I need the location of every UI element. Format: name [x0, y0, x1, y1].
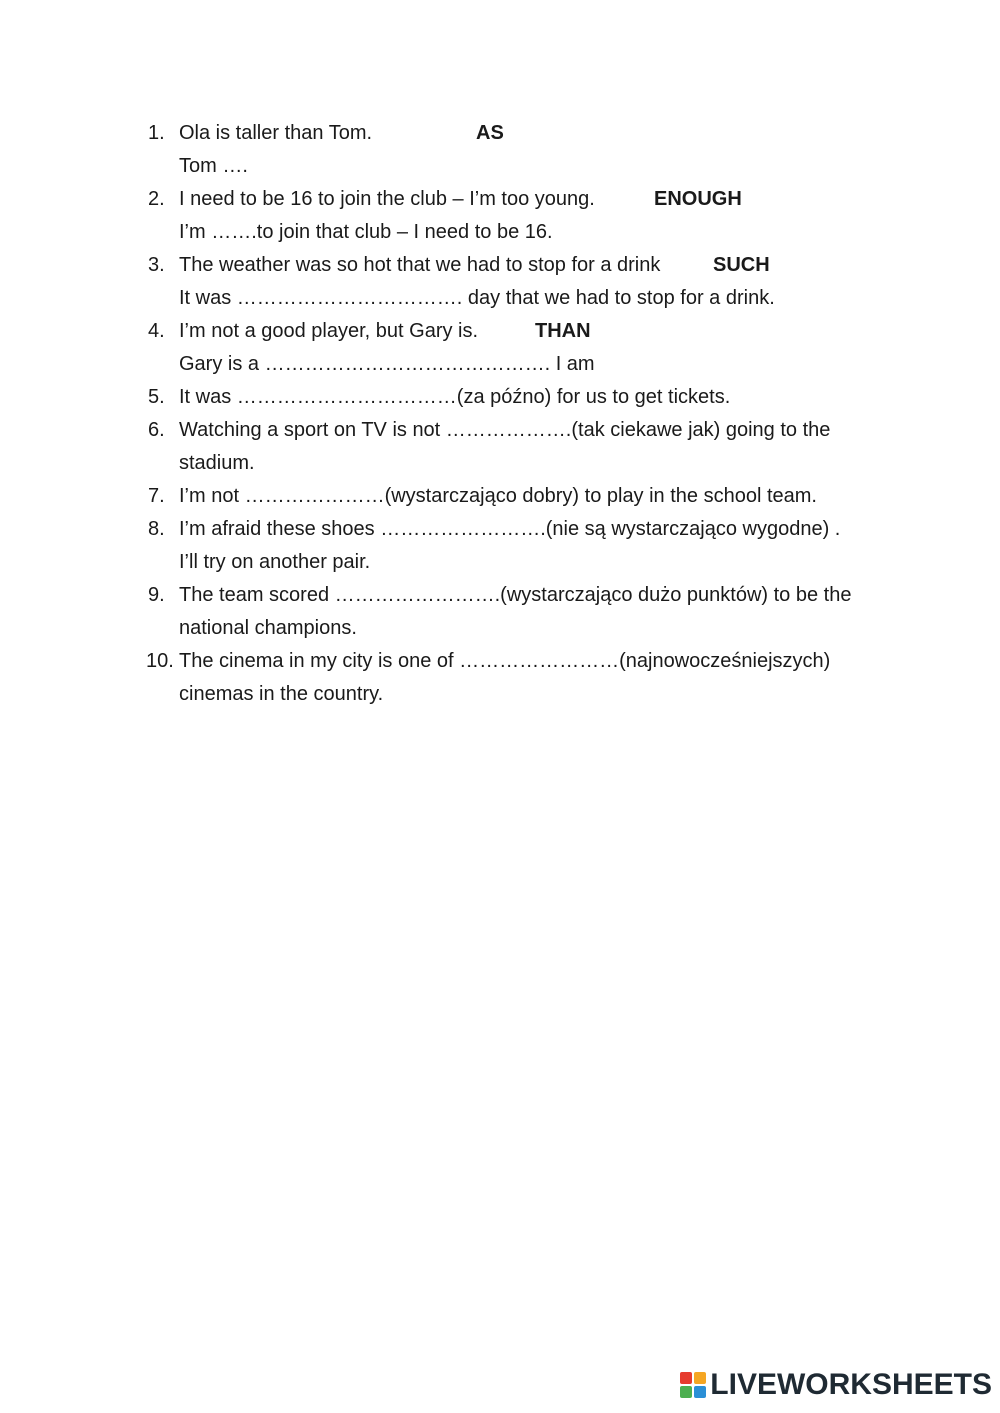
- item-keyword: ENOUGH: [654, 188, 742, 210]
- item-sentence[interactable]: Watching a sport on TV is not ……………….(tak ciekawe jak) going to the: [179, 419, 831, 441]
- item-sentence: I’m not a good player, but Gary is.: [179, 320, 479, 342]
- brand-name: LIVEWORKSHEETS: [710, 1368, 992, 1401]
- item-sentence-continued: national champions.: [179, 617, 357, 639]
- item-keyword: THAN: [535, 320, 591, 342]
- item-answer-line[interactable]: Tom ….: [179, 155, 248, 177]
- item-sentence[interactable]: I’m not …………………(wystarczająco dobry) to play in the school team.: [179, 485, 817, 507]
- item-number: 3.: [148, 254, 165, 276]
- item-number: 9.: [148, 584, 165, 606]
- item-sentence: I need to be 16 to join the club – I’m too young.: [179, 188, 595, 210]
- item-sentence[interactable]: The team scored …………………….(wystarczająco dużo punktów) to be the: [179, 584, 852, 606]
- item-number: 10.: [146, 650, 174, 672]
- item-keyword: AS: [476, 122, 504, 144]
- item-number: 1.: [148, 122, 165, 144]
- item-number: 2.: [148, 188, 165, 210]
- item-answer-line[interactable]: It was ……………………………. day that we had to stop for a drink.: [179, 287, 775, 309]
- item-sentence-continued: cinemas in the country.: [179, 683, 384, 705]
- liveworksheets-brand[interactable]: [680, 1365, 992, 1405]
- item-keyword: SUCH: [713, 254, 770, 276]
- item-sentence-continued: I’ll try on another pair.: [179, 551, 371, 573]
- item-sentence[interactable]: The cinema in my city is one of ……………………(najnowocześniejszych): [179, 650, 831, 672]
- item-answer-line[interactable]: I’m …….to join that club – I need to be 16.: [179, 221, 553, 243]
- item-number: 5.: [148, 386, 165, 408]
- item-number: 4.: [148, 320, 165, 342]
- item-sentence-continued: stadium.: [179, 452, 255, 474]
- item-number: 6.: [148, 419, 165, 441]
- item-sentence[interactable]: It was ……………………………(za późno) for us to get tickets.: [179, 386, 731, 408]
- item-number: 7.: [148, 485, 165, 507]
- item-sentence[interactable]: I’m afraid these shoes …………………….(nie są wystarczająco wygodne) .: [179, 518, 841, 540]
- item-sentence: The weather was so hot that we had to stop for a drink: [179, 254, 661, 276]
- item-answer-line[interactable]: Gary is a ……………………………………. I am: [179, 353, 595, 375]
- item-sentence: Ola is taller than Tom.: [179, 122, 373, 144]
- liveworksheets-logo-icon: [680, 1372, 706, 1398]
- item-number: 8.: [148, 518, 165, 540]
